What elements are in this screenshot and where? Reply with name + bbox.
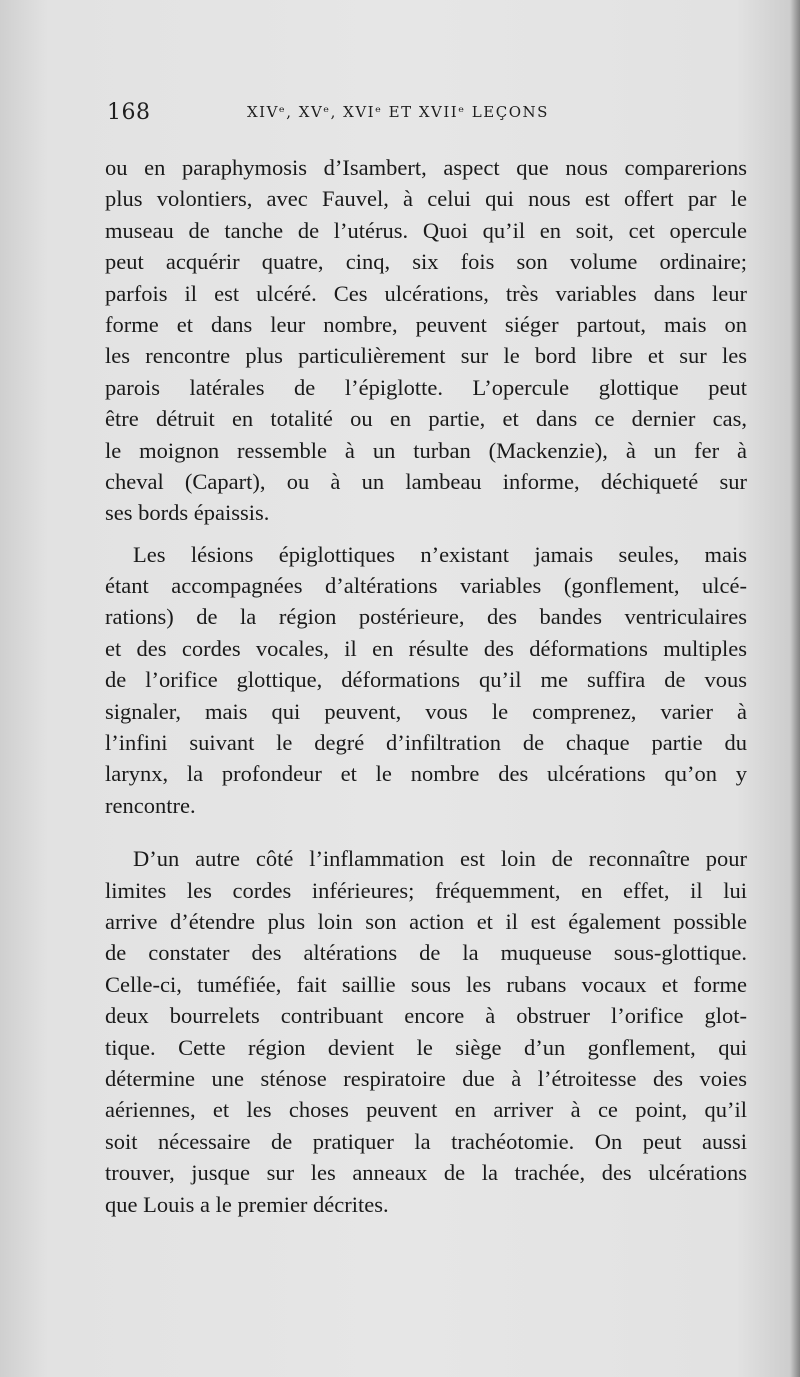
text-line: détermine une sténose respiratoire due à l’étroitesse des voies — [105, 1065, 747, 1091]
text-line: ou en paraphymosis d’Isambert, aspect que nous comparerions — [105, 155, 747, 180]
text-line: limites les cordes inférieures; fréquemment, en effet, il lui — [105, 877, 747, 903]
text-line: D’un autre côté l’inflammation est loin de reconnaître pour — [133, 846, 747, 872]
text-line: Celle-ci, tuméfiée, fait saillie sous les rubans vocaux et forme — [105, 971, 747, 997]
text-line: larynx, la profondeur et le nombre des ulcérations qu’on y — [105, 761, 747, 787]
text-line: museau de tanche de l’utérus. Quoi qu’il en soit, cet opercule — [105, 217, 747, 243]
text-line: étant accompagnées d’altérations variables (gonflement, ulcé- — [105, 573, 747, 599]
page-header — [107, 100, 748, 130]
text-line: aériennes, et les choses peuvent en arriver à ce point, qu’il — [105, 1097, 747, 1123]
text-line: le moignon ressemble à un turban (Mackenzie), à un fer à — [105, 437, 747, 463]
text-line: de constater des altérations de la muqueuse sous-glottique. — [105, 940, 747, 966]
text-line: deux bourrelets contribuant encore à obstruer l’orifice glot- — [105, 1003, 747, 1029]
paragraph-2 — [105, 539, 747, 822]
page-number: 168 — [107, 100, 151, 125]
text-line: parfois il est ulcéré. Ces ulcérations, très variables dans leur — [105, 280, 747, 306]
text-line: rencontre. — [105, 792, 196, 818]
body-text — [105, 152, 747, 1220]
text-line: les rencontre plus particulièrement sur le bord libre et sur les — [105, 343, 747, 369]
text-line: arrive d’étendre plus loin son action et il est également possible — [105, 908, 747, 934]
text-line: ses bords épaissis. — [105, 500, 270, 526]
text-line: peut acquérir quatre, cinq, six fois son volume ordinaire; — [105, 249, 747, 275]
text-line: plus volontiers, avec Fauvel, à celui qui nous est offert par le — [105, 186, 747, 212]
running-title: XIVᵉ, XVᵉ, XVIᵉ ET XVIIᵉ LEÇONS — [247, 103, 549, 121]
text-line: que Louis a le premier décrites. — [105, 1191, 389, 1217]
text-line: soit nécessaire de pratiquer la trachéotomie. On peut aussi — [105, 1128, 747, 1154]
text-line: être détruit en totalité ou en partie, et dans ce dernier cas, — [105, 406, 747, 432]
text-line: de l’orifice glottique, déformations qu’il me suffira de vous — [105, 667, 747, 693]
text-line: et des cordes vocales, il en résulte des déformations multiples — [105, 635, 747, 661]
paragraph-3 — [105, 843, 747, 1220]
text-line: trouver, jusque sur les anneaux de la trachée, des ulcérations — [105, 1160, 747, 1186]
paragraph-1 — [105, 152, 747, 529]
text-line: parois latérales de l’épiglotte. L’opercule glottique peut — [105, 374, 747, 400]
text-line: signaler, mais qui peuvent, vous le comprenez, varier à — [105, 698, 747, 724]
text-line: forme et dans leur nombre, peuvent siéger partout, mais on — [105, 311, 747, 337]
text-line: rations) de la région postérieure, des bandes ventriculaires — [105, 604, 747, 630]
text-line: l’infini suivant le degré d’infiltration de chaque partie du — [105, 730, 747, 756]
text-line: tique. Cette région devient le siège d’un gonflement, qui — [105, 1034, 747, 1060]
text-line: cheval (Capart), ou à un lambeau informe, déchiqueté sur — [105, 468, 747, 494]
text-line: Les lésions épiglottiques n’existant jamais seules, mais — [133, 541, 747, 567]
